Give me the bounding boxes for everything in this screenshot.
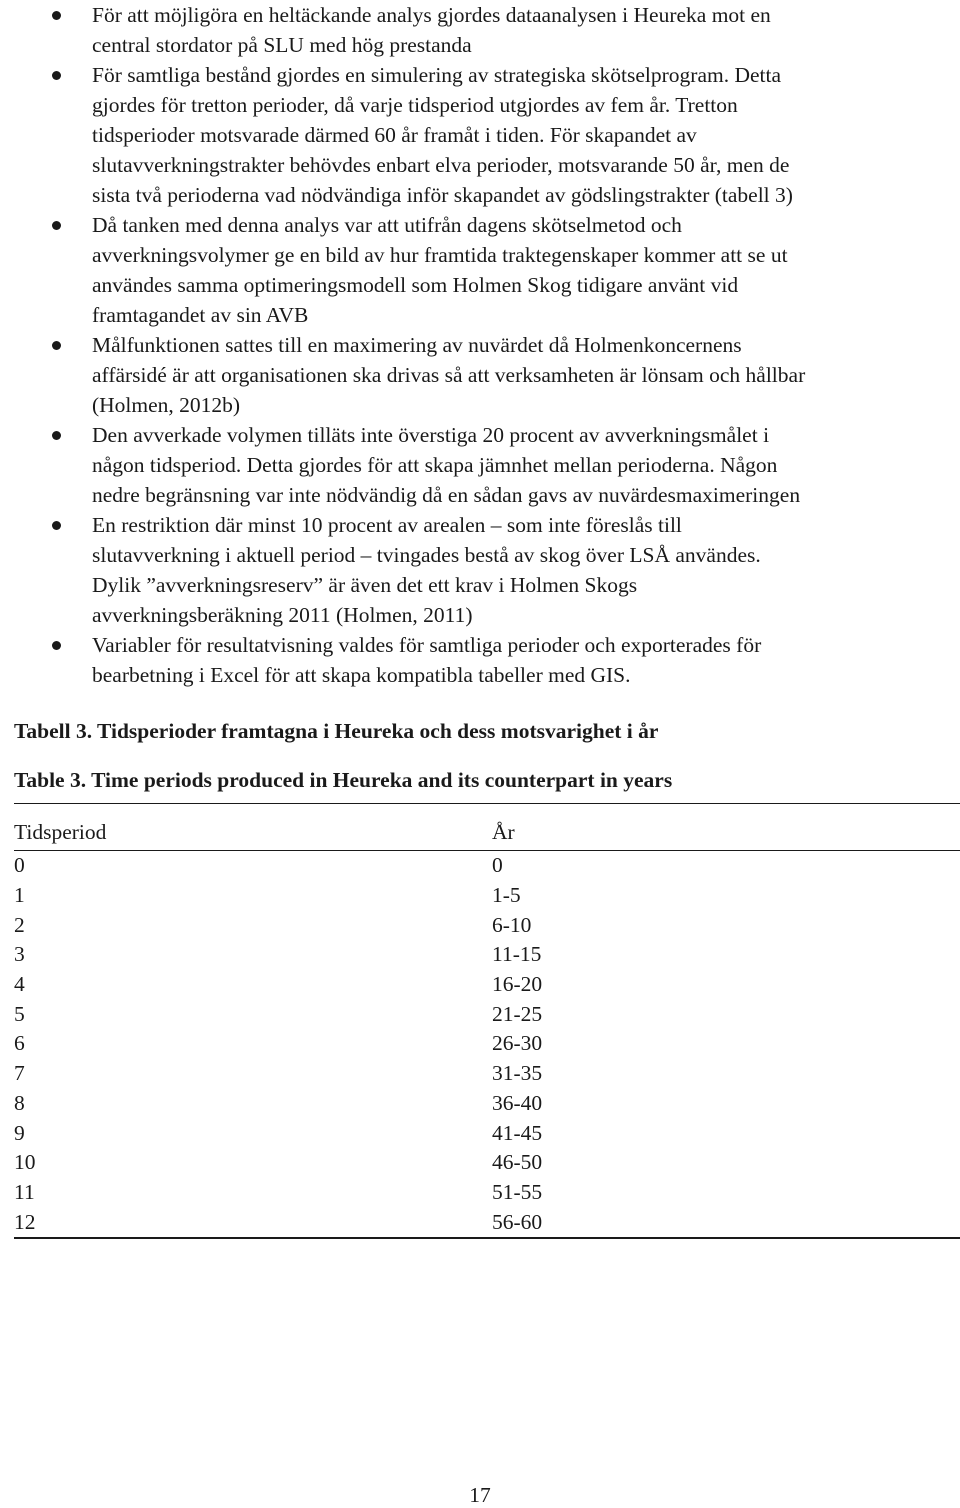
table-caption-english: Table 3. Time periods produced in Heureka and its counterpart in years: [14, 768, 673, 792]
cell-ar: 16-20: [492, 972, 543, 997]
table-body: [14, 851, 960, 1238]
cell-tidsperiod: 1: [14, 883, 25, 908]
header-ar: År: [492, 804, 960, 851]
bullet-text-line: slutavverkningstrakter behövdes enbart elva perioder, motsvarande 50 år, men de: [92, 153, 790, 177]
table-row: [14, 1148, 960, 1178]
cell-ar: 1-5: [492, 883, 521, 908]
bullet-dot-icon: [52, 641, 61, 650]
bullet-text-line: Den avverkade volymen tilläts inte överstiga 20 procent av avverkningsmålet i: [92, 423, 770, 447]
table-row: [14, 940, 960, 970]
cell-ar: 0: [492, 853, 503, 878]
table-row: [14, 1089, 960, 1119]
cell-ar: 11-15: [492, 942, 542, 967]
time-periods-table: [14, 803, 960, 1239]
cell-tidsperiod: 9: [14, 1120, 25, 1145]
table-header-row: [14, 804, 960, 851]
cell-tidsperiod: 0: [14, 853, 25, 878]
bullet-text-line: Målfunktionen sattes till en maximering av nuvärdet då Holmenkoncernens: [92, 333, 742, 357]
bullet-dot-icon: [52, 11, 61, 20]
bullet-text-line: Variabler för resultatvisning valdes för samtliga perioder och exporterades för: [92, 633, 762, 657]
table-row: [14, 1059, 960, 1089]
cell-tidsperiod: 8: [14, 1090, 25, 1115]
bullet-item: [0, 510, 960, 630]
bullet-text-line: Då tanken med denna analys var att utifrån dagens skötselmetod och: [92, 213, 682, 237]
bullet-text-line: sista två perioderna vad nödvändiga inför skapandet av gödslingstrakter (tabell 3): [92, 183, 793, 207]
bullet-text-line: (Holmen, 2012b): [92, 393, 241, 417]
cell-tidsperiod: 6: [14, 1031, 25, 1056]
cell-tidsperiod: 5: [14, 1001, 25, 1026]
table-row: [14, 1207, 960, 1238]
table-row: [14, 970, 960, 1000]
cell-ar: 51-55: [492, 1179, 543, 1204]
table-row: [14, 881, 960, 911]
cell-tidsperiod: 4: [14, 972, 25, 997]
bullet-text-line: tidsperioder motsvarade därmed 60 år framåt i tiden. För skapandet av: [92, 123, 697, 147]
bullet-text-line: avverkningsvolymer ge en bild av hur framtida traktegenskaper kommer att se ut: [92, 243, 788, 267]
page-number: 17: [469, 1483, 491, 1507]
bullet-text-line: Dylik ”avverkningsreserv” är även det ett krav i Holmen Skogs: [92, 573, 638, 597]
bullet-text-line: framtagandet av sin AVB: [92, 303, 309, 327]
bullet-text-line: slutavverkning i aktuell period – tvingades bestå av skog över LSÅ användes.: [92, 543, 761, 567]
cell-ar: 36-40: [492, 1090, 543, 1115]
bullet-item: [0, 210, 960, 330]
bullet-dot-icon: [52, 431, 61, 440]
cell-ar: 31-35: [492, 1061, 543, 1086]
cell-tidsperiod: 7: [14, 1061, 25, 1086]
bullet-text-line: För samtliga bestånd gjordes en simulering av strategiska skötselprogram. Detta: [92, 63, 782, 87]
cell-ar: 6-10: [492, 912, 532, 937]
bullet-item: [0, 60, 960, 210]
cell-ar: 21-25: [492, 1001, 543, 1026]
table-caption-swedish: Tabell 3. Tidsperioder framtagna i Heureka och dess motsvarighet i år: [14, 719, 659, 743]
cell-tidsperiod: 2: [14, 912, 25, 937]
table-row: [14, 1178, 960, 1208]
bullet-text-line: någon tidsperiod. Detta gjordes för att skapa jämnhet mellan perioderna. Någon: [92, 453, 778, 477]
bullet-text-line: användes samma optimeringsmodell som Holmen Skog tidigare använt vid: [92, 273, 739, 297]
bullet-text-line: bearbetning i Excel för att skapa kompatibla tabeller med GIS.: [92, 663, 631, 687]
bullet-dot-icon: [52, 71, 61, 80]
bullet-text-line: gjordes för tretton perioder, då varje tidsperiod utgjordes av fem år. Tretton: [92, 93, 738, 117]
table-row: [14, 999, 960, 1029]
table-row: [14, 1029, 960, 1059]
bullet-text-line: För att möjligöra en heltäckande analys gjordes dataanalysen i Heureka mot en: [92, 3, 771, 27]
cell-ar: 26-30: [492, 1031, 543, 1056]
cell-tidsperiod: 3: [14, 942, 25, 967]
cell-ar: 46-50: [492, 1150, 543, 1175]
cell-ar: 41-45: [492, 1120, 543, 1145]
bullet-text-line: nedre begränsning var inte nödvändig då en sådan gavs av nuvärdesmaximeringen: [92, 483, 801, 507]
cell-tidsperiod: 12: [14, 1207, 492, 1238]
cell-ar: 56-60: [492, 1207, 960, 1238]
bullet-dot-icon: [52, 221, 61, 230]
bullet-item: [0, 330, 960, 420]
bullet-text-line: affärsidé är att organisationen ska drivas så att verksamheten är lönsam och hållbar: [92, 363, 806, 387]
bullet-text-line: En restriktion där minst 10 procent av arealen – som inte föreslås till: [92, 513, 682, 537]
bullet-item: [0, 420, 960, 510]
bullet-item: [0, 630, 960, 690]
table-row: [14, 851, 960, 881]
bullet-text-line: avverkningsberäkning 2011 (Holmen, 2011): [92, 603, 473, 627]
table-row: [14, 910, 960, 940]
bullet-text-line: central stordator på SLU med hög prestanda: [92, 33, 472, 57]
bullet-dot-icon: [52, 341, 61, 350]
cell-tidsperiod: 10: [14, 1150, 36, 1175]
bullet-dot-icon: [52, 521, 61, 530]
header-tidsperiod: Tidsperiod: [14, 804, 492, 851]
cell-tidsperiod: 11: [14, 1179, 35, 1204]
table-row: [14, 1118, 960, 1148]
bullet-item: [0, 0, 960, 60]
